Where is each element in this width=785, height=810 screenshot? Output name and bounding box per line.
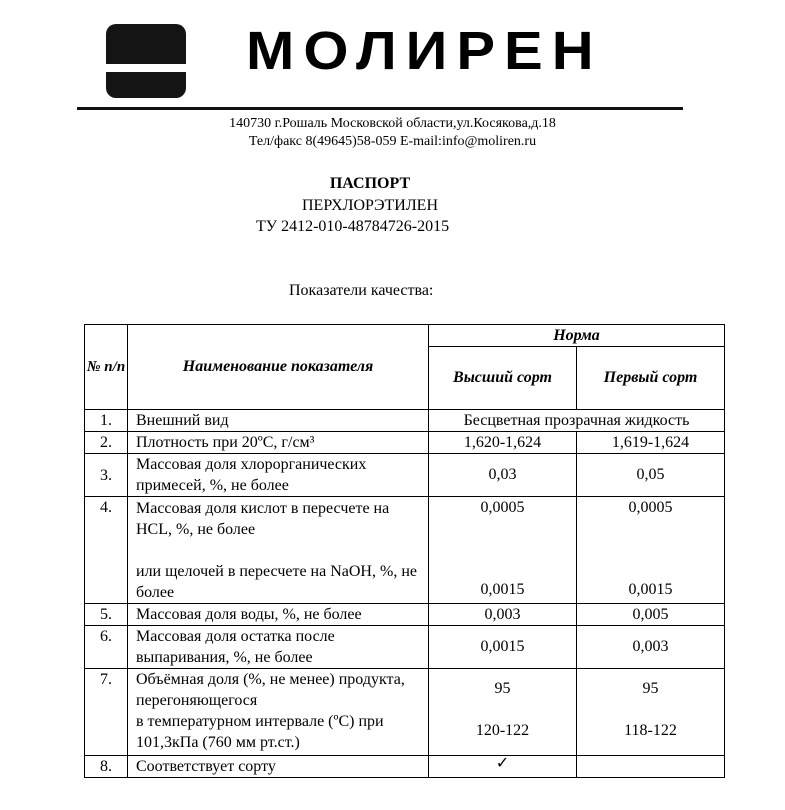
table-row: [85, 432, 725, 454]
indicator-name-part: Массовая доля кислот в пересчете на HCL, %, не более: [136, 500, 390, 538]
row-number: 4.: [85, 497, 128, 604]
indicator-name: Массовая доля воды, %, не более: [128, 604, 429, 626]
row-number: 2.: [85, 432, 128, 454]
quality-table: [84, 324, 725, 778]
indicator-name: [128, 497, 429, 604]
row-number: 1.: [85, 410, 128, 432]
indicator-value: Бесцветная прозрачная жидкость: [429, 410, 725, 432]
company-logo-mark: [106, 24, 186, 98]
value-premium: 0,03: [429, 454, 577, 497]
indicator-name-part: Объёмная доля (%, не менее) продукта, перегоняющегося: [136, 671, 405, 709]
value-first: 0,005: [577, 604, 725, 626]
spec-code: ТУ 2412-010-48784726-2015: [256, 218, 450, 235]
header-divider: [77, 107, 683, 110]
company-contacts: Тел/факс 8(49645)58-059 E-mail:info@moliren.ru: [248, 134, 537, 149]
row-number: 5.: [85, 604, 128, 626]
row-number: 3.: [85, 454, 128, 497]
header-grade-premium: Высший сорт: [429, 347, 577, 410]
table-row: [85, 756, 725, 778]
quality-label: Показатели качества:: [289, 282, 434, 299]
value-premium: 0,003: [429, 604, 577, 626]
value-part: 95: [494, 680, 511, 697]
value-premium: 0,0015: [429, 626, 577, 669]
value-premium: 1,620-1,624: [429, 432, 577, 454]
value-premium: [429, 497, 577, 604]
row-number: 8.: [85, 756, 128, 778]
value-first: 1,619-1,624: [577, 432, 725, 454]
document-title: ПАСПОРТ: [329, 175, 411, 192]
row-number: 7.: [85, 669, 128, 756]
table-row: [85, 454, 725, 497]
product-name: ПЕРХЛОРЭТИЛЕН: [301, 197, 439, 214]
header-norma: Норма: [429, 325, 725, 347]
brand-name: МОЛИРЕН: [246, 20, 603, 81]
indicator-name: Плотность при 20ºС, г/см³: [128, 432, 429, 454]
indicator-name: Соответствует сорту: [128, 756, 429, 778]
indicator-name-part: или щелочей в пересчете на NaOH, %, не более: [136, 563, 417, 601]
table-row: [85, 669, 725, 756]
header-grade-first: Первый сорт: [577, 347, 725, 410]
header-name: Наименование показателя: [128, 325, 429, 410]
checkmark-icon: ✓: [429, 756, 577, 778]
value-first: [577, 669, 725, 756]
value-part: 118-122: [624, 722, 677, 739]
header-num: № п/п: [85, 325, 128, 410]
value-first: 0,05: [577, 454, 725, 497]
value-part: 0,0005: [628, 499, 673, 516]
value-first: [577, 756, 725, 778]
table-row: [85, 410, 725, 432]
table-row: [85, 604, 725, 626]
value-first: 0,003: [577, 626, 725, 669]
value-premium: [429, 669, 577, 756]
indicator-name: Внешний вид: [128, 410, 429, 432]
table-row: [85, 626, 725, 669]
value-first: [577, 497, 725, 604]
row-number: 6.: [85, 626, 128, 669]
value-part: 120-122: [475, 722, 530, 739]
company-address: 140730 г.Рошаль Московской области,ул.Косякова,д.18: [229, 116, 556, 131]
value-part: 95: [642, 680, 659, 697]
value-part: 0,0005: [480, 499, 525, 516]
indicator-name: Массовая доля хлорорганических примесей, %, не более: [128, 454, 429, 497]
value-part: 0,0015: [628, 581, 673, 598]
indicator-name-part: в температурном интервале (ºС) при 101,3кПа (760 мм рт.ст.): [136, 713, 384, 751]
indicator-name: [128, 669, 429, 756]
indicator-name: Массовая доля остатка после выпаривания, %, не более: [128, 626, 429, 669]
value-part: 0,0015: [480, 581, 525, 598]
table-row: [85, 497, 725, 604]
